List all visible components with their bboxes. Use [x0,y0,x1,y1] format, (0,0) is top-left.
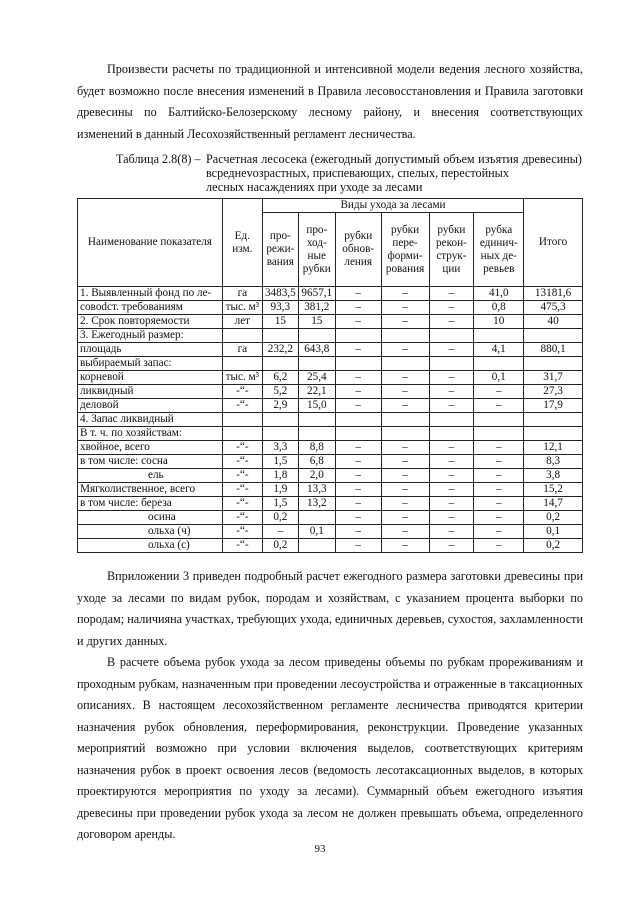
sub-header: рубки обнов-ления [335,213,381,287]
row-value: 40 [524,315,583,329]
row-value: – [474,511,524,525]
col-unit-header: Ед. изм. [222,199,262,287]
col-total-header: Итого [524,199,583,287]
row-value: 232,2 [262,343,298,357]
forest-cut-table [77,198,583,553]
row-name: ликвидный [78,385,223,399]
row-name: ольха (с) [78,539,223,553]
row-value: – [381,511,429,525]
table-row [78,329,583,343]
table-row [78,343,583,357]
row-value: 0,1 [298,525,335,539]
row-value: 475,3 [524,301,583,315]
table-row [78,497,583,511]
row-value [335,427,381,441]
row-value: 0,8 [474,301,524,315]
row-value: – [381,315,429,329]
row-value: – [381,385,429,399]
row-name: ель [78,469,223,483]
row-value: – [335,469,381,483]
row-value: – [381,371,429,385]
row-value [429,427,474,441]
table-row [78,483,583,497]
row-value: – [335,483,381,497]
row-value: – [474,483,524,497]
row-name: в том числе: сосна [78,455,223,469]
row-value: 0,2 [524,511,583,525]
row-value [298,413,335,427]
row-value [381,413,429,427]
row-value: 13,3 [298,483,335,497]
row-unit [222,413,262,427]
row-value: 1,5 [262,497,298,511]
row-value: 14,7 [524,497,583,511]
row-name: 4. Запас ликвидный [78,413,223,427]
row-value [474,357,524,371]
row-name: хвойное, всего [78,441,223,455]
row-value: – [429,399,474,413]
row-value: 15,2 [524,483,583,497]
row-value: 27,3 [524,385,583,399]
row-unit [222,357,262,371]
row-unit: тыс. м³ [222,301,262,315]
row-value [524,427,583,441]
row-value: 2,0 [298,469,335,483]
row-value: 0,2 [524,539,583,553]
row-value [298,511,335,525]
row-unit: -“- [222,385,262,399]
row-value: – [381,497,429,511]
row-value: 880,1 [524,343,583,357]
row-unit: -“- [222,539,262,553]
sub-header: рубки пере-форми-рования [381,213,429,287]
table-caption-last: лесных насаждениях при уходе за лесами [206,180,423,194]
row-value: – [335,301,381,315]
row-value [262,427,298,441]
calc-paragraph: В расчете объема рубок ухода за лесом приведены объемы по рубкам прореживаниям и проходным рубкам, назначенным при проведении лесоустройства и отраженные в таксационных описаниях. В настоящем лесохозяйственном регламенте лесничества приводятся критерии назначения рубок обновления, переформирования, реконструкции. Проведение указанных мероприятий возможно при условии включения выделов, соответствующих критериям назначения рубок в проект освоения лесов (ведомость лесотаксационных выделов, в которых проектируются мероприятия по уходу за лесами). Суммарный объем ежегодного изъятия древесины при проведении рубок ухода за лесом не должен превышать объема, определенного договором аренды. [77,655,583,841]
row-value: 1,5 [262,455,298,469]
row-unit: га [222,343,262,357]
appendix-paragraph: Вприложении 3 приведен подробный расчет ежегодного размера заготовки древесины при уходе за лесами по видам рубок, породам и хозяйствам, с указанием процента выборки по породам; наличияна участках, требующих ухода, единичных деревьев, сухостоя, захламленности и других данных. [77,569,583,648]
row-value: – [381,287,429,301]
row-value [524,329,583,343]
row-unit: га [222,287,262,301]
row-value: 0,2 [262,511,298,525]
row-value [381,427,429,441]
intro-paragraph: Произвести расчеты по традиционной и интенсивной модели ведения лесного хозяйства, будет возможно после внесения изменений в Правила лесовосстановления и Правила заготовки древесины по Балтийско-Белозерскому лесному району, и внесения соответствующих изменений в данный Лесохозяйственный регламент лесничества. [77,62,583,141]
table-caption [116,152,582,194]
row-value: 8,8 [298,441,335,455]
row-value: 2,9 [262,399,298,413]
table-body [78,287,583,553]
row-value: – [474,539,524,553]
row-unit: -“- [222,511,262,525]
page-number: 93 [314,843,326,855]
row-value: – [429,469,474,483]
row-value: 3,3 [262,441,298,455]
row-value: – [381,539,429,553]
row-value [262,329,298,343]
row-value: 15 [262,315,298,329]
row-value: 10 [474,315,524,329]
row-value: 31,7 [524,371,583,385]
row-value: 41,0 [474,287,524,301]
group-header: Виды ухода за лесами [262,199,523,213]
sub-header: про-режи-вания [262,213,298,287]
row-unit: -“- [222,441,262,455]
row-value: – [474,399,524,413]
row-value: – [381,301,429,315]
row-value: – [335,511,381,525]
row-value: 1,8 [262,469,298,483]
row-value [474,427,524,441]
row-name: 1. Выявленный фонд по ле- [78,287,223,301]
row-value: 381,2 [298,301,335,315]
row-name: деловой [78,399,223,413]
row-value [298,357,335,371]
row-value: – [335,385,381,399]
row-value: 0,1 [474,371,524,385]
row-value: 93,3 [262,301,298,315]
row-value: – [429,301,474,315]
table-row [78,413,583,427]
row-value: – [335,287,381,301]
row-unit [222,329,262,343]
row-value: 25,4 [298,371,335,385]
row-value: 4,1 [474,343,524,357]
row-value: – [381,399,429,413]
row-value: 0,1 [524,525,583,539]
row-unit: -“- [222,469,262,483]
row-value [262,413,298,427]
row-value: – [335,315,381,329]
row-value [262,357,298,371]
row-value: – [335,371,381,385]
row-value [429,329,474,343]
sub-header: рубка единич-ных де-ревьев [474,213,524,287]
row-value: – [429,511,474,525]
row-value: – [335,525,381,539]
table-row [78,315,583,329]
row-value: 643,8 [298,343,335,357]
table-row [78,455,583,469]
row-value: – [429,343,474,357]
table-row [78,399,583,413]
row-unit: -“- [222,483,262,497]
row-value: 0,2 [262,539,298,553]
row-value [429,357,474,371]
row-value: 17,9 [524,399,583,413]
row-value: – [429,455,474,469]
table-row [78,385,583,399]
row-unit: тыс. м³ [222,371,262,385]
row-value: – [429,483,474,497]
row-value [298,427,335,441]
row-value [298,539,335,553]
row-value: – [474,441,524,455]
row-value: – [335,497,381,511]
row-value: 12,1 [524,441,583,455]
row-name: 3. Ежегодный размер: [78,329,223,343]
table-row [78,287,583,301]
row-value: 15 [298,315,335,329]
row-value: – [262,525,298,539]
row-value: – [381,469,429,483]
row-name: 2. Срок повторяемости [78,315,223,329]
row-value: – [429,441,474,455]
row-value: – [429,525,474,539]
row-value: 6,2 [262,371,298,385]
row-value: – [474,497,524,511]
row-value: – [381,455,429,469]
row-value: – [335,539,381,553]
row-value: 13181,6 [524,287,583,301]
row-value: – [429,315,474,329]
row-name: В т. ч. по хозяйствам: [78,427,223,441]
row-value: – [381,525,429,539]
row-value [335,413,381,427]
row-value: – [335,343,381,357]
row-value: 9657,1 [298,287,335,301]
table-row [78,511,583,525]
row-value: 6,8 [298,455,335,469]
row-unit: -“- [222,497,262,511]
table-row [78,371,583,385]
table-caption-lead: Таблица 2.8(8) – [116,152,201,166]
row-name: совodст. требованиям [78,301,223,315]
table-row [78,357,583,371]
row-value: – [429,385,474,399]
row-name: осина [78,511,223,525]
row-value [524,357,583,371]
row-value: – [474,385,524,399]
row-value: 5,2 [262,385,298,399]
row-name: Мягколиственное, всего [78,483,223,497]
row-value: 3483,5 [262,287,298,301]
table-row [78,301,583,315]
row-unit: -“- [222,399,262,413]
table-row [78,427,583,441]
row-value: – [474,469,524,483]
row-value: – [474,525,524,539]
row-value: – [335,455,381,469]
row-name: в том числе: береза [78,497,223,511]
table-row [78,441,583,455]
row-name: выбираемый запас: [78,357,223,371]
row-value: 8,3 [524,455,583,469]
row-value [429,413,474,427]
table-row [78,525,583,539]
sub-header: про-ход-ные рубки [298,213,335,287]
row-value [381,329,429,343]
row-value: 15,0 [298,399,335,413]
row-unit: лет [222,315,262,329]
row-value [381,357,429,371]
row-value: – [335,399,381,413]
row-value [298,329,335,343]
row-value: – [335,441,381,455]
row-value: – [381,343,429,357]
row-value [524,413,583,427]
row-value: 1,9 [262,483,298,497]
row-value [335,357,381,371]
row-value [474,329,524,343]
table-row [78,469,583,483]
row-value [474,413,524,427]
table-row [78,539,583,553]
row-name: ольха (ч) [78,525,223,539]
row-value: – [381,483,429,497]
row-name: площадь [78,343,223,357]
row-unit: -“- [222,525,262,539]
row-name: корневой [78,371,223,385]
row-value: 22,1 [298,385,335,399]
row-value: 3,8 [524,469,583,483]
row-value: – [429,287,474,301]
table-caption-body: Расчетная лесосека (ежегодный допустимый объем изъятия древесины) всреднevозрастных, приспевающих, спелых, перестойных [206,152,582,180]
row-value: – [474,455,524,469]
row-value: – [429,539,474,553]
row-value: – [429,497,474,511]
row-value [335,329,381,343]
sub-header: рубки рекон-струк-ции [429,213,474,287]
col-indicator-header: Наименование показателя [78,199,223,287]
row-value: 13,2 [298,497,335,511]
row-unit [222,427,262,441]
row-value: – [381,441,429,455]
row-unit: -“- [222,455,262,469]
row-value: – [429,371,474,385]
